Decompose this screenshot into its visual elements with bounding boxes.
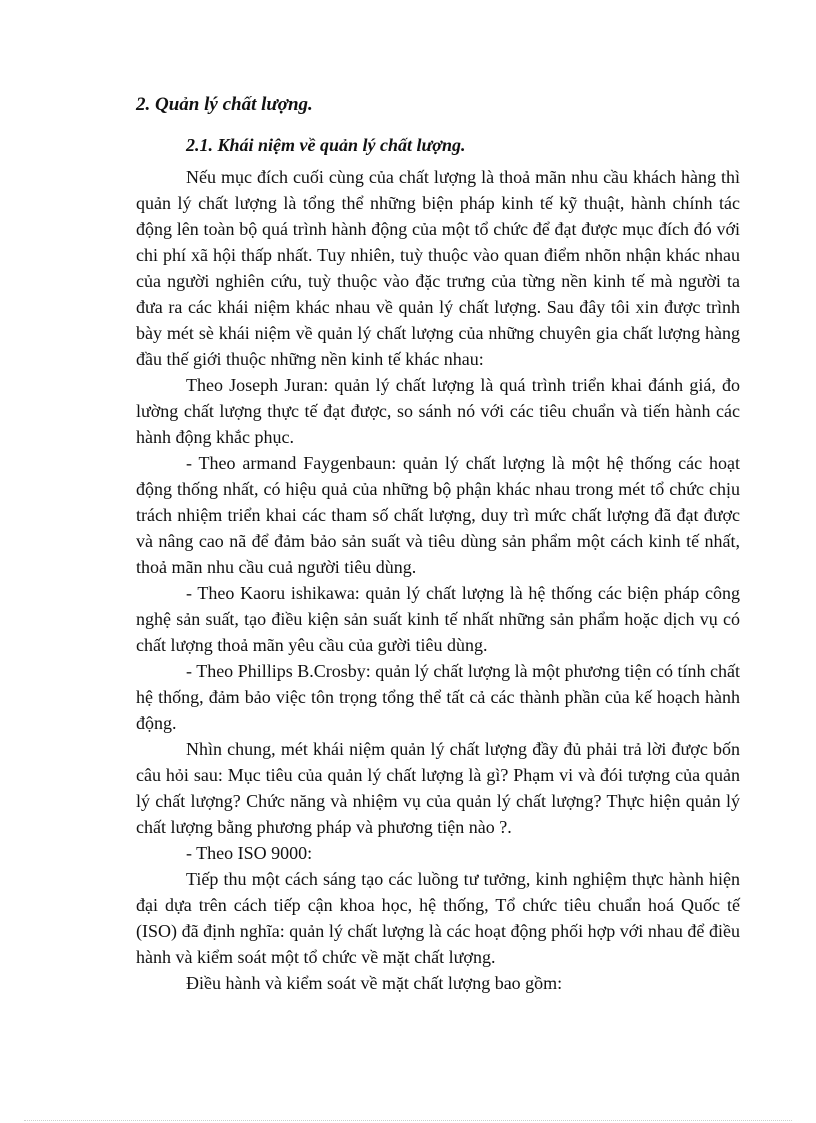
paragraph-intro: Nếu mục đích cuối cùng của chất lượng là thoả mãn nhu cầu khách hàng thì quản lý chất lượng là tổng thể những biện pháp kinh tế kỹ thuật, hành chính tác động lên toàn bộ quá trình hành động của một tổ chức để đạt được mục đích đó với chi phí xã hội thấp nhất. Tuy nhiên, tuỳ thuộc vào quan điểm nhõn nhận khác nhau của người nghiên cứu, tuỳ thuộc vào đặc trưng của từng nền kinh tế mà người ta đưa ra các khái niệm khác nhau về quản lý chất lượng. Sau đây tôi xin được trình bày mét sè khái niệm về quản lý chất lượng của những chuyên gia chất lượng hàng đầu thế giới thuộc những nền kinh tế khác nhau:	[136, 167, 740, 369]
section-heading: 2. Quản lý chất lượng.	[136, 94, 313, 115]
paragraph-iso-label: - Theo ISO 9000:	[186, 843, 313, 863]
paragraph-overview: Nhìn chung, mét khái niệm quản lý chất lượng đầy đủ phải trả lời được bốn câu hỏi sau: Mục tiêu của quản lý chất lượng là gì? Phạm vi và đói tượng của quản lý chất lượng? Chức năng và nhiệm vụ của quản lý chất lượng? Thực hiện quản lý chất lượng bằng phương pháp và phương tiện nào ?.	[136, 739, 740, 837]
paragraph-ishikawa: - Theo Kaoru ishikawa: quản lý chất lượng là hệ thống các biện pháp công nghệ sản suất, tạo điều kiện sản suất kinh tế nhất những sản phẩm hoặc dịch vụ có chất lượng thoả mãn yêu cầu của gười tiêu dùng.	[136, 583, 740, 655]
paragraph-iso-definition: Tiếp thu một cách sáng tạo các luồng tư tưởng, kinh nghiệm thực hành hiện đại dựa trên cách tiếp cận khoa học, hệ thống, Tổ chức tiêu chuẩn hoá Quốc tế (ISO) đã định nghĩa: quản lý chất lượng là các hoạt động phối hợp với nhau để điều hành và kiểm soát một tổ chức về mặt chất lượng.	[136, 869, 740, 967]
paragraph-faygenbaun: - Theo armand Faygenbaun: quản lý chất lượng là một hệ thống các hoạt động thống nhất, có hiệu quả của những bộ phận khác nhau trong mét tổ chức chịu trách nhiệm triển khai các tham số chất lượng, duy trì mức chất lượng đã đạt được và nâng cao nã để đảm bảo sản suất và tiêu dùng sản phẩm một cách kinh tế nhất, thoả mãn nhu cầu cuả người tiêu dùng.	[136, 453, 740, 577]
paragraph-control: Điều hành và kiểm soát về mặt chất lượng bao gồm:	[186, 973, 563, 993]
body-text	[136, 164, 740, 996]
subsection-heading: 2.1. Khái niệm về quản lý chất lượng.	[186, 135, 466, 155]
paragraph-crosby: - Theo Phillips B.Crosby: quản lý chất lượng là một phương tiện có tính chất hệ thống, đảm bảo việc tôn trọng tổng thể tất cả các thành phần của kế hoạch hành động.	[136, 661, 740, 733]
page-bottom-divider	[24, 1120, 792, 1121]
paragraph-juran: Theo Joseph Juran: quản lý chất lượng là quá trình triển khai đánh giá, đo lường chất lượng thực tế đạt được, so sánh nó với các tiêu chuẩn và tiến hành các hành động khắc phục.	[136, 375, 740, 447]
